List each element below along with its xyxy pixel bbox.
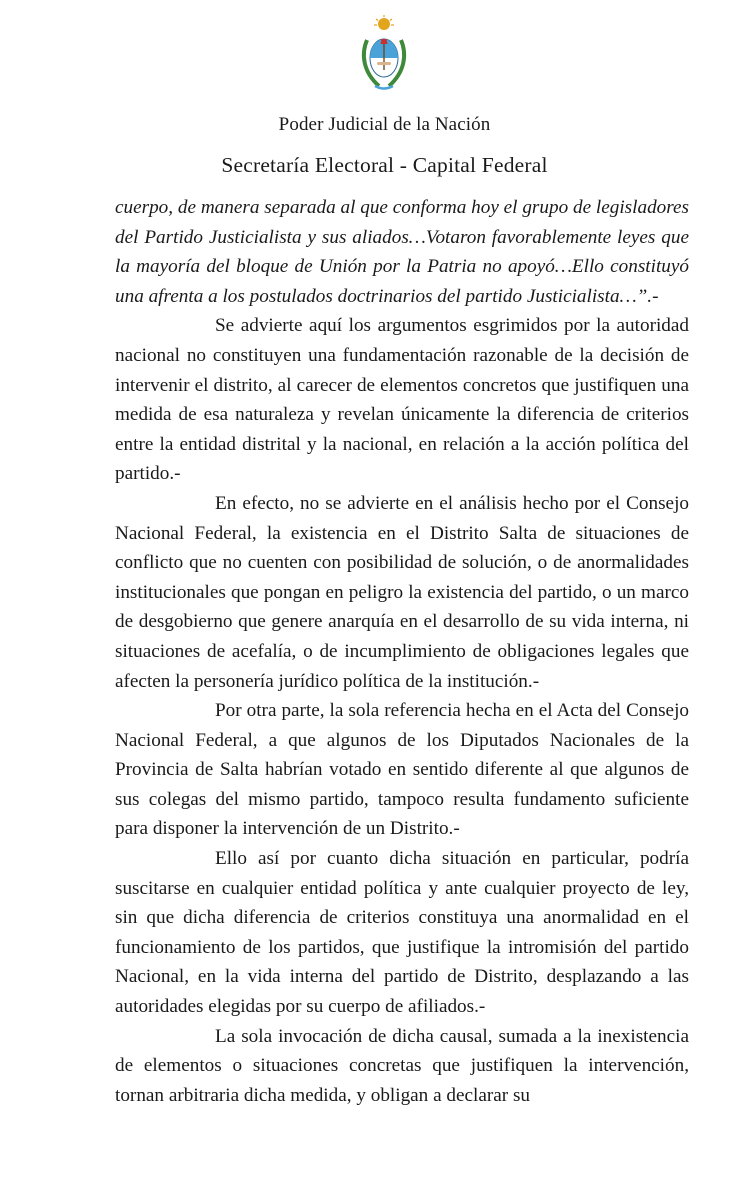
paragraph-5: La sola invocación de dicha causal, sumada a la inexistencia de elementos o situaciones concretas que justifiquen la intervención, tornan arbitraria dicha medida, y obligan a declarar su <box>115 1025 689 1106</box>
paragraph-1: Se advierte aquí los argumentos esgrimidos por la autoridad nacional no constituyen una fundamentación razonable de la decisión de intervenir el distrito, al carecer de elementos concretos que justifiquen una medida de esa naturaleza y revelan únicamente la diferencia de criterios entre la entidad distrital y la nacional, en relación a la acción política del partido.- <box>115 315 689 485</box>
argentine-coat-of-arms-icon <box>357 14 411 94</box>
paragraph-3: Por otra parte, la sola referencia hecha en el Acta del Consejo Nacional Federal, a que algunos de los Diputados Nacionales de la Provincia de Salta habrían votado en sentido diferente al que algunos de sus colegas del mismo partido, tampoco resulta fundamento suficiente para disponer la intervención de un Distrito.- <box>115 700 689 840</box>
institution-title: Poder Judicial de la Nación <box>278 114 491 135</box>
office-title: Secretaría Electoral - Capital Federal <box>221 153 548 177</box>
document-body <box>115 193 689 1110</box>
sun-icon <box>374 15 394 30</box>
paragraph-2: En efecto, no se advierte en el análisis hecho por el Consejo Nacional Federal, la existencia en el Distrito Salta de situaciones de conflicto que no cuenten con posibilidad de solución, o de anormalidades institucionales que pongan en peligro la existencia del partido, o un marco de desgobierno que genere anarquía en el desarrollo de su vida interna, ni situaciones de acefalía, o de incumplimiento de obligaciones legales que afecten la personería jurídico política de la institución.- <box>115 492 689 692</box>
paragraph-4: Ello así por cuanto dicha situación en particular, podría suscitarse en cualquier entidad política y ante cualquier proyecto de ley, sin que dicha diferencia de criterios constituya una anormalidad en el funcionamiento de los partidos, que justifique la intromisión del partido Nacional, en la vida interna del partido de Distrito, desplazando a las autoridades elegidas por su cuerpo de afiliados.- <box>115 848 689 1018</box>
quote-continuation: cuerpo, de manera separada al que conforma hoy el grupo de legisladores del Partido Justicialista y sus aliados…Votaron favorablemente leyes que la mayoría del bloque de Unión por la Patria no apoyó…Ello constituyó una afrenta a los postulados doctrinarios del partido Justicialista…”.- <box>115 197 689 307</box>
